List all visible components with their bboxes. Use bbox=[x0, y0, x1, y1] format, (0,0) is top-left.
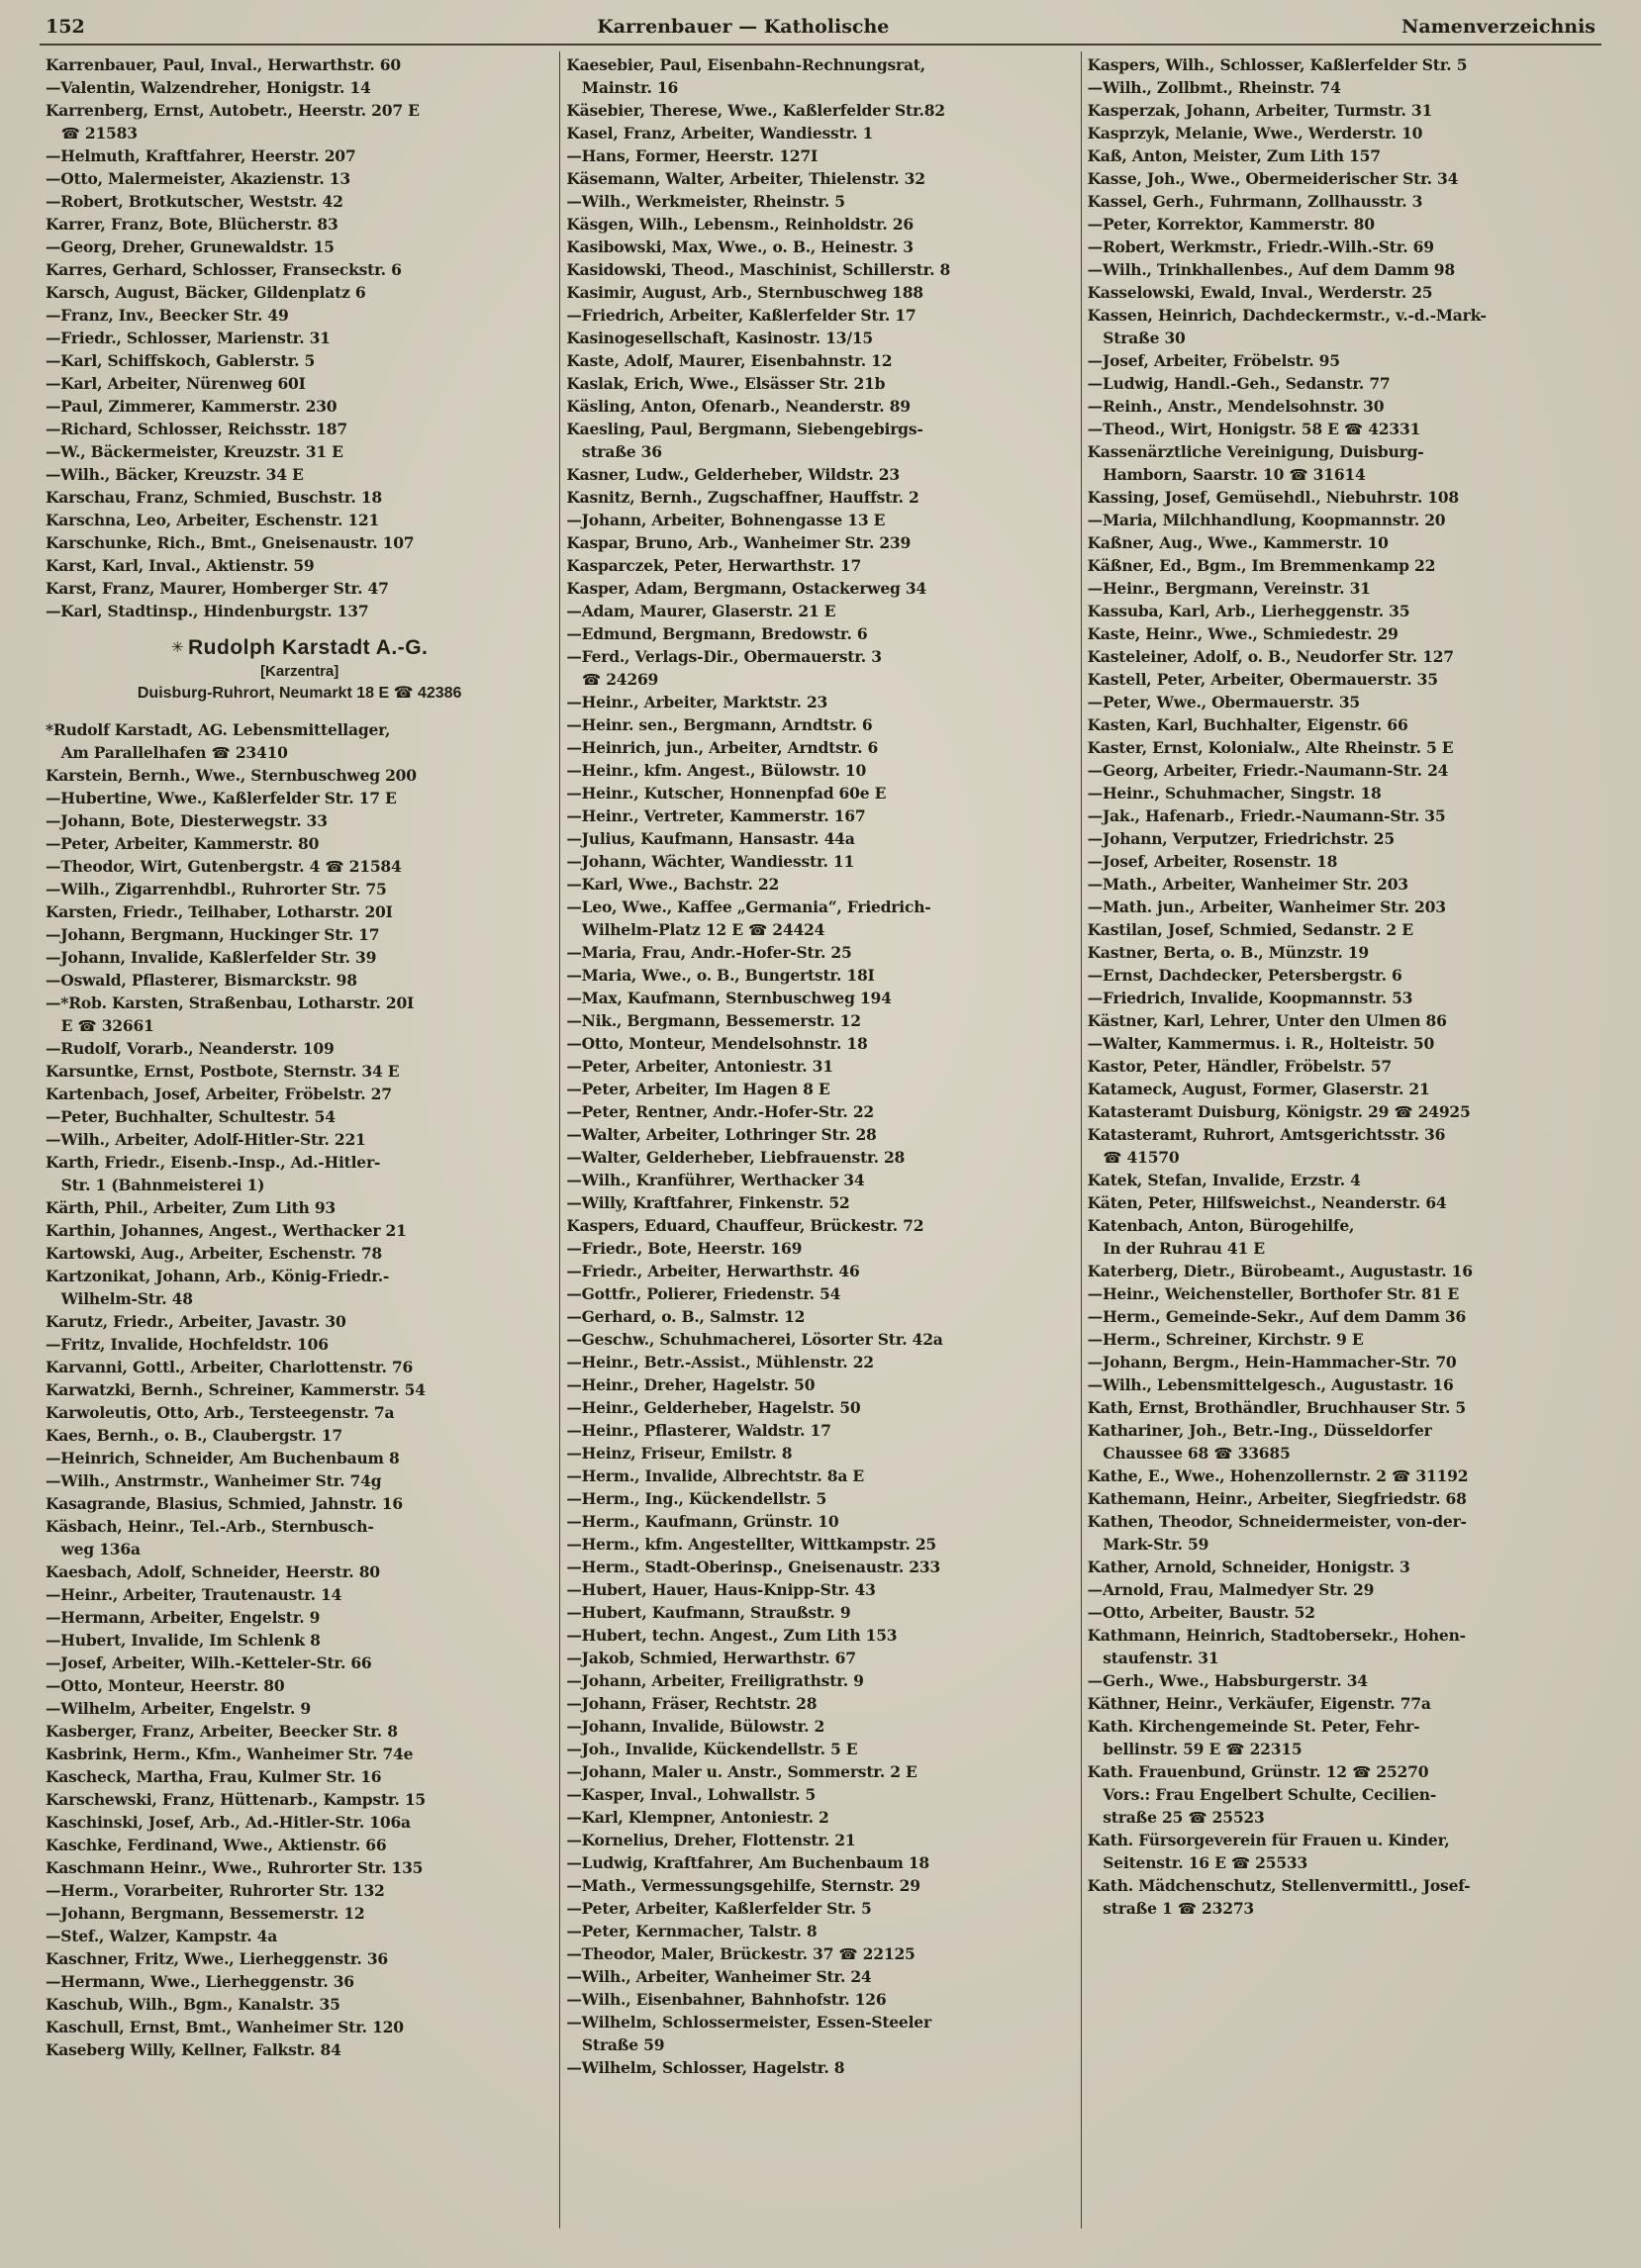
directory-line: Kastilan, Josef, Schmied, Sedanstr. 2 E bbox=[1087, 920, 1413, 939]
directory-line: Karres, Gerhard, Schlosser, Franseckstr. 6 bbox=[46, 260, 402, 279]
directory-line: —Wilhelm, Schlossermeister, Essen-Steeler bbox=[566, 2013, 931, 2032]
directory-line: Kaschull, Ernst, Bmt., Wanheimer Str. 120 bbox=[46, 2018, 404, 2036]
directory-line: straße 1 ☎ 23273 bbox=[1087, 1899, 1254, 1918]
directory-line: Käsbach, Heinr., Tel.-Arb., Sternbusch- bbox=[46, 1517, 374, 1536]
directory-line: Kasagrande, Blasius, Schmied, Jahnstr. 16 bbox=[46, 1494, 403, 1513]
directory-line: Karstein, Bernh., Wwe., Sternbuschweg 200 bbox=[46, 766, 417, 785]
directory-line: Kaßner, Aug., Wwe., Kammerstr. 10 bbox=[1087, 533, 1389, 552]
directory-line: Kaschub, Wilh., Bgm., Kanalstr. 35 bbox=[46, 1995, 340, 2014]
entry-list-col2 bbox=[566, 53, 1074, 2079]
directory-line: —Julius, Kaufmann, Hansastr. 44a bbox=[566, 829, 855, 848]
directory-line: —Otto, Arbeiter, Baustr. 52 bbox=[1087, 1603, 1315, 1622]
directory-line: —Karl, Arbeiter, Nürenweg 60I bbox=[46, 374, 306, 393]
entry-list-col3 bbox=[1088, 53, 1595, 1920]
directory-line: Kartowski, Aug., Arbeiter, Eschenstr. 78 bbox=[46, 1244, 382, 1263]
karstadt-logo-icon: ✳ bbox=[170, 639, 184, 656]
directory-line: —Geschw., Schuhmacherei, Lösorter Str. 42a bbox=[566, 1330, 943, 1349]
directory-line: —Wilh., Kranführer, Werthacker 34 bbox=[566, 1171, 865, 1189]
directory-line: —Herm., kfm. Angestellter, Wittkampstr. 25 bbox=[566, 1535, 937, 1554]
directory-line: Käsling, Anton, Ofenarb., Neanderstr. 89 bbox=[566, 397, 911, 416]
directory-line: Kassenärztliche Vereinigung, Duisburg- bbox=[1087, 442, 1424, 461]
directory-line: Kasidowski, Theod., Maschinist, Schillerstr. 8 bbox=[566, 260, 951, 279]
directory-line: —Math., Arbeiter, Wanheimer Str. 203 bbox=[1087, 875, 1408, 894]
directory-line: —Math., Vermessungsgehilfe, Sternstr. 29 bbox=[566, 1876, 920, 1895]
directory-line: Kasteleiner, Adolf, o. B., Neudorfer Str. 127 bbox=[1087, 647, 1454, 666]
directory-line: Kaesbach, Adolf, Schneider, Heerstr. 80 bbox=[46, 1562, 380, 1581]
directory-line: —Richard, Schlosser, Reichsstr. 187 bbox=[46, 420, 347, 438]
directory-line: Kaseberg Willy, Kellner, Falkstr. 84 bbox=[46, 2040, 341, 2059]
ad-company-name: Rudolph Karstadt A.-G. bbox=[188, 636, 429, 659]
directory-line: —Peter, Rentner, Andr.-Hofer-Str. 22 bbox=[566, 1102, 874, 1121]
directory-line: Chaussee 68 ☎ 33685 bbox=[1087, 1444, 1291, 1463]
directory-line: Käten, Peter, Hilfsweichst., Neanderstr. 64 bbox=[1087, 1193, 1447, 1212]
directory-line: Kaster, Ernst, Kolonialw., Alte Rheinstr. 5 E bbox=[1087, 738, 1454, 757]
directory-line: Mark-Str. 59 bbox=[1087, 1535, 1209, 1554]
directory-line: Kasinogesellschaft, Kasinostr. 13/15 bbox=[566, 329, 873, 347]
directory-line: Karwatzki, Bernh., Schreiner, Kammerstr. 54 bbox=[46, 1380, 426, 1399]
directory-line: —Helmuth, Kraftfahrer, Heerstr. 207 bbox=[46, 146, 356, 165]
karstadt-ad bbox=[46, 622, 553, 718]
directory-line: Straße 59 bbox=[566, 2035, 665, 2054]
directory-line: —Wilh., Arbeiter, Wanheimer Str. 24 bbox=[566, 1967, 872, 1986]
directory-line: —Stef., Walzer, Kampstr. 4a bbox=[46, 1927, 278, 1945]
directory-line: Kassing, Josef, Gemüsehdl., Niebuhrstr. 108 bbox=[1087, 488, 1459, 507]
directory-line: Kaß, Anton, Meister, Zum Lith 157 bbox=[1087, 146, 1381, 165]
directory-line: —Wilh., Zollbmt., Rheinstr. 74 bbox=[1087, 78, 1341, 97]
directory-line: Karrer, Franz, Bote, Blücherstr. 83 bbox=[46, 215, 338, 234]
directory-line: —Math. jun., Arbeiter, Wanheimer Str. 203 bbox=[1087, 898, 1446, 916]
directory-line: Karsch, August, Bäcker, Gildenplatz 6 bbox=[46, 283, 366, 302]
directory-line: —Herm., Kaufmann, Grünstr. 10 bbox=[566, 1512, 839, 1531]
directory-line: —Peter, Buchhalter, Schultestr. 54 bbox=[46, 1107, 336, 1126]
directory-line: —Reinh., Anstr., Mendelsohnstr. 30 bbox=[1087, 397, 1385, 416]
directory-line: —Wilh., Werkmeister, Rheinstr. 5 bbox=[566, 192, 845, 211]
directory-line: Karrenbauer, Paul, Inval., Herwarthstr. 60 bbox=[46, 55, 401, 74]
directory-line: —Herm., Stadt-Oberinsp., Gneisenaustr. 233 bbox=[566, 1558, 940, 1576]
ad-company-line bbox=[46, 636, 553, 660]
directory-line: —Herm., Ing., Kückendellstr. 5 bbox=[566, 1489, 827, 1508]
directory-line: Kasten, Karl, Buchhalter, Eigenstr. 66 bbox=[1087, 715, 1408, 734]
directory-line: Karrenberg, Ernst, Autobetr., Heerstr. 207 E bbox=[46, 101, 420, 120]
directory-line: —Robert, Werkmstr., Friedr.-Wilh.-Str. 69 bbox=[1087, 237, 1434, 256]
directory-line: weg 136a bbox=[46, 1540, 141, 1559]
directory-line: Kathe, E., Wwe., Hohenzollernstr. 2 ☎ 31192 bbox=[1087, 1466, 1469, 1485]
directory-line: Kastell, Peter, Arbeiter, Obermauerstr. 35 bbox=[1087, 670, 1438, 689]
directory-line: Kasselowski, Ewald, Inval., Werderstr. 25 bbox=[1087, 283, 1433, 302]
directory-line: —Friedr., Bote, Heerstr. 169 bbox=[566, 1239, 803, 1258]
directory-line: —Nik., Bergmann, Bessemerstr. 12 bbox=[566, 1011, 861, 1030]
directory-line: Kath. Kirchengemeinde St. Peter, Fehr- bbox=[1087, 1717, 1420, 1736]
directory-line: —Herm., Gemeinde-Sekr., Auf dem Damm 36 bbox=[1087, 1307, 1467, 1326]
directory-line: —Heinr., Dreher, Hagelstr. 50 bbox=[566, 1375, 816, 1394]
directory-line: Kasberger, Franz, Arbeiter, Beecker Str. 8 bbox=[46, 1722, 398, 1741]
directory-line: Karschau, Franz, Schmied, Buschstr. 18 bbox=[46, 488, 382, 507]
directory-line: Straße 30 bbox=[1087, 329, 1186, 347]
directory-line: —Georg, Dreher, Grunewaldstr. 15 bbox=[46, 237, 335, 256]
directory-line: Karwoleutis, Otto, Arb., Tersteegenstr. 7a bbox=[46, 1403, 395, 1422]
directory-line: bellinstr. 59 E ☎ 22315 bbox=[1087, 1740, 1303, 1758]
directory-line: —Ludwig, Kraftfahrer, Am Buchenbaum 18 bbox=[566, 1853, 929, 1872]
directory-line: —Hermann, Wwe., Lierheggenstr. 36 bbox=[46, 1972, 354, 1991]
directory-line: Kastor, Peter, Händler, Fröbelstr. 57 bbox=[1087, 1057, 1392, 1076]
directory-line: Katasteramt Duisburg, Königstr. 29 ☎ 24925 bbox=[1087, 1102, 1471, 1121]
directory-line: —Wilhelm, Arbeiter, Engelstr. 9 bbox=[46, 1699, 311, 1718]
directory-line: —Peter, Korrektor, Kammerstr. 80 bbox=[1087, 215, 1375, 234]
directory-line: Kasibowski, Max, Wwe., o. B., Heinestr. 3 bbox=[566, 237, 914, 256]
directory-line: —Wilh., Arbeiter, Adolf-Hitler-Str. 221 bbox=[46, 1130, 366, 1149]
directory-line: —Johann, Bergmann, Bessemerstr. 12 bbox=[46, 1904, 365, 1923]
directory-line: —Oswald, Pflasterer, Bismarckstr. 98 bbox=[46, 971, 357, 990]
directory-line: Karsuntke, Ernst, Postbote, Sternstr. 34 E bbox=[46, 1062, 400, 1081]
directory-line: —Heinr., Schuhmacher, Singstr. 18 bbox=[1087, 784, 1382, 803]
directory-line: Kastner, Berta, o. B., Münzstr. 19 bbox=[1087, 943, 1369, 962]
directory-line: —Maria, Frau, Andr.-Hofer-Str. 25 bbox=[566, 943, 852, 962]
directory-line: Hamborn, Saarstr. 10 ☎ 31614 bbox=[1087, 465, 1366, 484]
directory-line: Kaspar, Bruno, Arb., Wanheimer Str. 239 bbox=[566, 533, 912, 552]
directory-line: —Heinr., Pflasterer, Waldstr. 17 bbox=[566, 1421, 831, 1440]
directory-line: Karschna, Leo, Arbeiter, Eschenstr. 121 bbox=[46, 511, 380, 529]
directory-line: Katenbach, Anton, Bürogehilfe, bbox=[1087, 1216, 1355, 1235]
directory-line: straße 25 ☎ 25523 bbox=[1087, 1808, 1265, 1827]
directory-line: —Johann, Verputzer, Friedrichstr. 25 bbox=[1087, 829, 1395, 848]
directory-line: —Peter, Arbeiter, Kammerstr. 80 bbox=[46, 834, 320, 853]
directory-line: Karvanni, Gottl., Arbeiter, Charlottenstr. 76 bbox=[46, 1358, 414, 1376]
directory-line: —Heinr., Vertreter, Kammerstr. 167 bbox=[566, 806, 866, 825]
directory-line: Kathmann, Heinrich, Stadtobersekr., Hohen- bbox=[1087, 1626, 1466, 1645]
directory-line: —Edmund, Bergmann, Bredowstr. 6 bbox=[566, 624, 868, 643]
directory-line: —Wilh., Bäcker, Kreuzstr. 34 E bbox=[46, 465, 304, 484]
directory-line: —Hermann, Arbeiter, Engelstr. 9 bbox=[46, 1608, 321, 1627]
directory-line: —Gerhard, o. B., Salmstr. 12 bbox=[566, 1307, 806, 1326]
directory-line: —Max, Kaufmann, Sternbuschweg 194 bbox=[566, 989, 892, 1007]
directory-line: —Heinr., Weichensteller, Borthofer Str. 81 E bbox=[1087, 1284, 1460, 1303]
directory-line: —Wilhelm, Schlosser, Hagelstr. 8 bbox=[566, 2058, 845, 2077]
directory-line: —Hubert, Kaufmann, Straußstr. 9 bbox=[566, 1603, 851, 1622]
directory-line: Kath, Ernst, Brothändler, Bruchhauser Str. 5 bbox=[1087, 1398, 1466, 1417]
directory-line: Mainstr. 16 bbox=[566, 78, 679, 97]
directory-line: Karthin, Johannes, Angest., Werthacker 21 bbox=[46, 1221, 407, 1240]
directory-line: Kaesling, Paul, Bergmann, Siebengebirgs- bbox=[566, 420, 923, 438]
directory-line: —Jak., Hafenarb., Friedr.-Naumann-Str. 35 bbox=[1087, 806, 1446, 825]
directory-line: ☎ 41570 bbox=[1087, 1148, 1180, 1167]
directory-line: —Wilh., Eisenbahner, Bahnhofstr. 126 bbox=[566, 1990, 887, 2009]
directory-line: Vors.: Frau Engelbert Schulte, Cecilien- bbox=[1087, 1785, 1437, 1804]
directory-line: —Paul, Zimmerer, Kammerstr. 230 bbox=[46, 397, 338, 416]
entry-list-col1-top bbox=[46, 53, 553, 622]
directory-line: Käthner, Heinr., Verkäufer, Eigenstr. 77a bbox=[1087, 1694, 1431, 1713]
directory-line: —Johann, Wächter, Wandiesstr. 11 bbox=[566, 852, 855, 871]
directory-line: —Hubert, Invalide, Im Schlenk 8 bbox=[46, 1631, 321, 1650]
directory-line: —Josef, Arbeiter, Rosenstr. 18 bbox=[1087, 852, 1338, 871]
directory-line: —Walter, Arbeiter, Lothringer Str. 28 bbox=[566, 1125, 877, 1144]
directory-line: Karsten, Friedr., Teilhaber, Lotharstr. 20I bbox=[46, 902, 393, 921]
directory-line: —Otto, Malermeister, Akazienstr. 13 bbox=[46, 169, 350, 188]
directory-line: —Walter, Kammermus. i. R., Holteistr. 50 bbox=[1087, 1034, 1435, 1053]
directory-line: —Heinz, Friseur, Emilstr. 8 bbox=[566, 1444, 793, 1463]
directory-line: —Kornelius, Dreher, Flottenstr. 21 bbox=[566, 1831, 856, 1849]
directory-line: —Wilh., Lebensmittelgesch., Augustastr. 16 bbox=[1087, 1375, 1454, 1394]
directory-line: Kästner, Karl, Lehrer, Unter den Ulmen 86 bbox=[1087, 1011, 1447, 1030]
ad-address: Duisburg-Ruhrort, Neumarkt 18 E ☎ 42386 bbox=[137, 685, 462, 702]
directory-line: —Josef, Arbeiter, Wilh.-Ketteler-Str. 66 bbox=[46, 1654, 372, 1672]
directory-line: —Johann, Maler u. Anstr., Sommerstr. 2 E bbox=[566, 1762, 917, 1781]
directory-line: Kaste, Adolf, Maurer, Eisenbahnstr. 12 bbox=[566, 351, 893, 370]
directory-line: —Peter, Kernmacher, Talstr. 8 bbox=[566, 1922, 818, 1940]
directory-line: —Peter, Wwe., Obermauerstr. 35 bbox=[1087, 693, 1361, 711]
directory-line: Karschunke, Rich., Bmt., Gneisenaustr. 107 bbox=[46, 533, 415, 552]
directory-line: Kaschmann Heinr., Wwe., Ruhrorter Str. 135 bbox=[46, 1858, 424, 1877]
column-2 bbox=[559, 51, 1080, 2228]
column-1 bbox=[40, 51, 559, 2228]
directory-line: —Maria, Milchhandlung, Koopmannstr. 20 bbox=[1087, 511, 1446, 529]
directory-line: Käsgen, Wilh., Lebensm., Reinholdstr. 26 bbox=[566, 215, 914, 234]
directory-line: E ☎ 32661 bbox=[46, 1016, 154, 1035]
directory-line: —Theod., Wirt, Honigstr. 58 E ☎ 42331 bbox=[1087, 420, 1421, 438]
directory-line: —Johann, Bergmann, Huckinger Str. 17 bbox=[46, 925, 380, 944]
directory-line: —Theodor, Maler, Brückestr. 37 ☎ 22125 bbox=[566, 1944, 916, 1963]
directory-line: Kaspers, Wilh., Schlosser, Kaßlerfelder Str. 5 bbox=[1087, 55, 1468, 74]
directory-line: Str. 1 (Bahnmeisterei 1) bbox=[46, 1176, 265, 1194]
section-title: Namenverzeichnis bbox=[1400, 16, 1595, 38]
directory-line: —Heinr., Arbeiter, Marktstr. 23 bbox=[566, 693, 828, 711]
directory-line: Kath. Fürsorgeverein für Frauen u. Kinder, bbox=[1087, 1831, 1450, 1849]
directory-line: Kathariner, Joh., Betr.-Ing., Düsseldorfer bbox=[1087, 1421, 1432, 1440]
directory-line: *Rudolf Karstadt, AG. Lebensmittellager, bbox=[46, 720, 391, 739]
directory-line: —Karl, Wwe., Bachstr. 22 bbox=[566, 875, 780, 894]
directory-line: ☎ 24269 bbox=[566, 670, 659, 689]
directory-line: Kartzonikat, Johann, Arb., König-Friedr.- bbox=[46, 1267, 390, 1285]
directory-line: —Herm., Schreiner, Kirchstr. 9 E bbox=[1087, 1330, 1364, 1349]
directory-line: —Johann, Invalide, Kaßlerfelder Str. 39 bbox=[46, 948, 377, 967]
directory-line: —Karl, Stadtinsp., Hindenburgstr. 137 bbox=[46, 602, 369, 620]
directory-line: —Joh., Invalide, Kückendellstr. 5 E bbox=[566, 1740, 858, 1758]
directory-line: —Valentin, Walzendreher, Honigstr. 14 bbox=[46, 78, 371, 97]
directory-line: —Franz, Inv., Beecker Str. 49 bbox=[46, 306, 289, 325]
directory-line: Am Parallelhafen ☎ 23410 bbox=[46, 743, 288, 762]
directory-line: Kaschner, Fritz, Wwe., Lierheggenstr. 36 bbox=[46, 1949, 388, 1968]
directory-line: —Kasper, Inval., Lohwallstr. 5 bbox=[566, 1785, 817, 1804]
directory-line: —Walter, Gelderheber, Liebfrauenstr. 28 bbox=[566, 1148, 906, 1167]
directory-line: Wilhelm-Platz 12 E ☎ 24424 bbox=[566, 920, 825, 939]
directory-line: —Herm., Invalide, Albrechtstr. 8a E bbox=[566, 1466, 865, 1485]
directory-line: —Johann, Arbeiter, Bohnengasse 13 E bbox=[566, 511, 886, 529]
directory-line: —Heinrich, jun., Arbeiter, Arndtstr. 6 bbox=[566, 738, 879, 757]
directory-line: Käßner, Ed., Bgm., Im Bremmenkamp 22 bbox=[1087, 556, 1436, 575]
directory-line: —Friedr., Arbeiter, Herwarthstr. 46 bbox=[566, 1262, 860, 1280]
directory-line: —Wilh., Zigarrenhdbl., Ruhrorter Str. 75 bbox=[46, 880, 387, 898]
directory-line: Kasel, Franz, Arbeiter, Wandiesstr. 1 bbox=[566, 124, 874, 142]
directory-line: —Wilh., Anstrmstr., Wanheimer Str. 74g bbox=[46, 1471, 382, 1490]
directory-line: Kärth, Phil., Arbeiter, Zum Lith 93 bbox=[46, 1198, 336, 1217]
directory-line: —Karl, Schiffskoch, Gablerstr. 5 bbox=[46, 351, 316, 370]
directory-line: —Otto, Monteur, Heerstr. 80 bbox=[46, 1676, 285, 1695]
directory-line: Katek, Stefan, Invalide, Erzstr. 4 bbox=[1087, 1171, 1361, 1189]
directory-line: —Hubert, Hauer, Haus-Knipp-Str. 43 bbox=[566, 1580, 876, 1599]
directory-line: Kaspers, Eduard, Chauffeur, Brückestr. 72 bbox=[566, 1216, 924, 1235]
directory-line: —Heinr., Bergmann, Vereinstr. 31 bbox=[1087, 579, 1371, 598]
directory-line: Kasparczek, Peter, Herwarthstr. 17 bbox=[566, 556, 862, 575]
directory-line: Katasteramt, Ruhrort, Amtsgerichtsstr. 36 bbox=[1087, 1125, 1446, 1144]
directory-line: Kathen, Theodor, Schneidermeister, von-der- bbox=[1087, 1512, 1467, 1531]
directory-line: —Johann, Invalide, Bülowstr. 2 bbox=[566, 1717, 825, 1736]
directory-line: —Johann, Fräser, Rechtstr. 28 bbox=[566, 1694, 818, 1713]
directory-line: —Heinr., Kutscher, Honnenpfad 60e E bbox=[566, 784, 887, 803]
directory-line: Kasprzyk, Melanie, Wwe., Werderstr. 10 bbox=[1087, 124, 1423, 142]
directory-line: —Heinr., Arbeiter, Trautenaustr. 14 bbox=[46, 1585, 342, 1604]
directory-line: Kaste, Heinr., Wwe., Schmiedestr. 29 bbox=[1087, 624, 1399, 643]
directory-line: Karst, Franz, Maurer, Homberger Str. 47 bbox=[46, 579, 389, 598]
directory-line: —Leo, Wwe., Kaffee „Germania“, Friedrich- bbox=[566, 898, 931, 916]
directory-line: Kaslak, Erich, Wwe., Elsässer Str. 21b bbox=[566, 374, 886, 393]
directory-line: —Johann, Bote, Diesterwegstr. 33 bbox=[46, 811, 328, 830]
directory-line: —Herm., Vorarbeiter, Ruhrorter Str. 132 bbox=[46, 1881, 385, 1900]
directory-line: —Willy, Kraftfahrer, Finkenstr. 52 bbox=[566, 1193, 850, 1212]
directory-line: —Adam, Maurer, Glaserstr. 21 E bbox=[566, 602, 836, 620]
directory-line: Kaesebier, Paul, Eisenbahn-Rechnungsrat, bbox=[566, 55, 925, 74]
directory-line: —Arnold, Frau, Malmedyer Str. 29 bbox=[1087, 1580, 1375, 1599]
page-number: 152 bbox=[46, 16, 85, 38]
directory-line: —Maria, Wwe., o. B., Bungertstr. 18I bbox=[566, 966, 875, 985]
directory-line: —Heinr., Betr.-Assist., Mühlenstr. 22 bbox=[566, 1353, 874, 1371]
directory-line: —Johann, Arbeiter, Freiligrathstr. 9 bbox=[566, 1671, 864, 1690]
directory-line: —Heinr., kfm. Angest., Bülowstr. 10 bbox=[566, 761, 867, 780]
directory-line: —Karl, Klempner, Antoniestr. 2 bbox=[566, 1808, 829, 1827]
directory-line: Kaschinski, Josef, Arb., Ad.-Hitler-Str. 106a bbox=[46, 1813, 411, 1832]
directory-line: —Hubert, techn. Angest., Zum Lith 153 bbox=[566, 1626, 898, 1645]
directory-line: Kassen, Heinrich, Dachdeckermstr., v.-d.-Mark- bbox=[1087, 306, 1487, 325]
directory-line: Kath. Mädchenschutz, Stellenvermittl., Josef- bbox=[1087, 1876, 1471, 1895]
directory-line: —Jakob, Schmied, Herwarthstr. 67 bbox=[566, 1649, 856, 1667]
directory-line: Seitenstr. 16 E ☎ 25533 bbox=[1087, 1853, 1308, 1872]
directory-line: ☎ 21583 bbox=[46, 124, 138, 142]
directory-line: Kasse, Joh., Wwe., Obermeiderischer Str. 34 bbox=[1087, 169, 1459, 188]
directory-line: Käsebier, Therese, Wwe., Kaßlerfelder Str.82 bbox=[566, 101, 945, 120]
directory-line: Karutz, Friedr., Arbeiter, Javastr. 30 bbox=[46, 1312, 346, 1331]
directory-line: Kaes, Bernh., o. B., Claubergstr. 17 bbox=[46, 1426, 342, 1445]
directory-line: —Heinr. sen., Bergmann, Arndtstr. 6 bbox=[566, 715, 873, 734]
directory-line: —Rudolf, Vorarb., Neanderstr. 109 bbox=[46, 1039, 335, 1058]
directory-line: Kather, Arnold, Schneider, Honigstr. 3 bbox=[1087, 1558, 1410, 1576]
directory-line: staufenstr. 31 bbox=[1087, 1649, 1219, 1667]
directory-line: —Hubertine, Wwe., Kaßlerfelder Str. 17 E bbox=[46, 789, 397, 807]
directory-line: —Ferd., Verlags-Dir., Obermauerstr. 3 bbox=[566, 647, 882, 666]
directory-line: Kassel, Gerh., Fuhrmann, Zollhausstr. 3 bbox=[1087, 192, 1423, 211]
directory-line: —Gerh., Wwe., Habsburgerstr. 34 bbox=[1087, 1671, 1368, 1690]
directory-line: Karst, Karl, Inval., Aktienstr. 59 bbox=[46, 556, 315, 575]
directory-line: Kasner, Ludw., Gelderheber, Wildstr. 23 bbox=[566, 465, 900, 484]
directory-line: Käsemann, Walter, Arbeiter, Thielenstr. 32 bbox=[566, 169, 925, 188]
directory-line: —*Rob. Karsten, Straßenbau, Lotharstr. 20I bbox=[46, 993, 415, 1012]
directory-line: —Johann, Bergm., Hein-Hammacher-Str. 70 bbox=[1087, 1353, 1457, 1371]
ad-subtitle: [Karzentra] bbox=[260, 663, 339, 680]
directory-line: —Gottfr., Polierer, Friedenstr. 54 bbox=[566, 1284, 841, 1303]
page-header bbox=[40, 14, 1601, 44]
directory-line: Kasimir, August, Arb., Sternbuschweg 188 bbox=[566, 283, 923, 302]
directory-line: Karth, Friedr., Eisenb.-Insp., Ad.-Hitler- bbox=[46, 1153, 381, 1172]
directory-line: —Ernst, Dachdecker, Petersbergstr. 6 bbox=[1087, 966, 1402, 985]
directory-line: —Theodor, Wirt, Gutenbergstr. 4 ☎ 21584 bbox=[46, 857, 402, 876]
directory-line: Kaschke, Ferdinand, Wwe., Aktienstr. 66 bbox=[46, 1836, 387, 1854]
directory-line: —Heinr., Gelderheber, Hagelstr. 50 bbox=[566, 1398, 861, 1417]
directory-line: —Peter, Arbeiter, Kaßlerfelder Str. 5 bbox=[566, 1899, 872, 1918]
directory-line: straße 36 bbox=[566, 442, 662, 461]
directory-line: —Georg, Arbeiter, Friedr.-Naumann-Str. 24 bbox=[1087, 761, 1449, 780]
directory-line: Karschewski, Franz, Hüttenarb., Kampstr. 15 bbox=[46, 1790, 427, 1809]
directory-line: Kath. Frauenbund, Grünstr. 12 ☎ 25270 bbox=[1087, 1762, 1429, 1781]
directory-line: Kasbrink, Herm., Kfm., Wanheimer Str. 74e bbox=[46, 1745, 414, 1763]
directory-line: —Friedrich, Invalide, Koopmannstr. 53 bbox=[1087, 989, 1413, 1007]
directory-line: —Peter, Arbeiter, Im Hagen 8 E bbox=[566, 1080, 830, 1098]
directory-line: In der Ruhrau 41 E bbox=[1087, 1239, 1265, 1258]
directory-line: —Peter, Arbeiter, Antoniestr. 31 bbox=[566, 1057, 833, 1076]
column-3 bbox=[1081, 51, 1601, 2228]
directory-line: —Fritz, Invalide, Hochfeldstr. 106 bbox=[46, 1335, 329, 1354]
directory-line: —Heinrich, Schneider, Am Buchenbaum 8 bbox=[46, 1449, 400, 1467]
directory-line: —W., Bäckermeister, Kreuzstr. 31 E bbox=[46, 442, 343, 461]
directory-line: —Friedrich, Arbeiter, Kaßlerfelder Str. 17 bbox=[566, 306, 917, 325]
directory-line: —Otto, Monteur, Mendelsohnstr. 18 bbox=[566, 1034, 868, 1053]
entry-list-col1-bottom bbox=[46, 718, 553, 2061]
directory-line: —Robert, Brotkutscher, Weststr. 42 bbox=[46, 192, 343, 211]
directory-line: Katerberg, Dietr., Bürobeamt., Augustastr. 16 bbox=[1087, 1262, 1473, 1280]
directory-line: Kasnitz, Bernh., Zugschaffner, Hauffstr. 2 bbox=[566, 488, 919, 507]
directory-line: Kascheck, Martha, Frau, Kulmer Str. 16 bbox=[46, 1767, 382, 1786]
page-title: Karrenbauer — Katholische bbox=[597, 16, 890, 38]
directory-line: Wilhelm-Str. 48 bbox=[46, 1289, 193, 1308]
directory-line: Kathemann, Heinr., Arbeiter, Siegfriedstr. 68 bbox=[1087, 1489, 1467, 1508]
directory-line: —Josef, Arbeiter, Fröbelstr. 95 bbox=[1087, 351, 1340, 370]
directory-line: —Wilh., Trinkhallenbes., Auf dem Damm 98 bbox=[1087, 260, 1455, 279]
directory-line: Kartenbach, Josef, Arbeiter, Fröbelstr. 27 bbox=[46, 1085, 392, 1103]
directory-line: Kasper, Adam, Bergmann, Ostackerweg 34 bbox=[566, 579, 926, 598]
directory-line: Kasperzak, Johann, Arbeiter, Turmstr. 31 bbox=[1087, 101, 1433, 120]
directory-line: Kassuba, Karl, Arb., Lierheggenstr. 35 bbox=[1087, 602, 1410, 620]
header-rule bbox=[40, 44, 1601, 46]
directory-line: —Friedr., Schlosser, Marienstr. 31 bbox=[46, 329, 331, 347]
directory-line: —Hans, Former, Heerstr. 127I bbox=[566, 146, 819, 165]
directory-line: Katameck, August, Former, Glaserstr. 21 bbox=[1087, 1080, 1430, 1098]
directory-columns bbox=[40, 51, 1601, 2228]
directory-line: —Ludwig, Handl.-Geh., Sedanstr. 77 bbox=[1087, 374, 1391, 393]
